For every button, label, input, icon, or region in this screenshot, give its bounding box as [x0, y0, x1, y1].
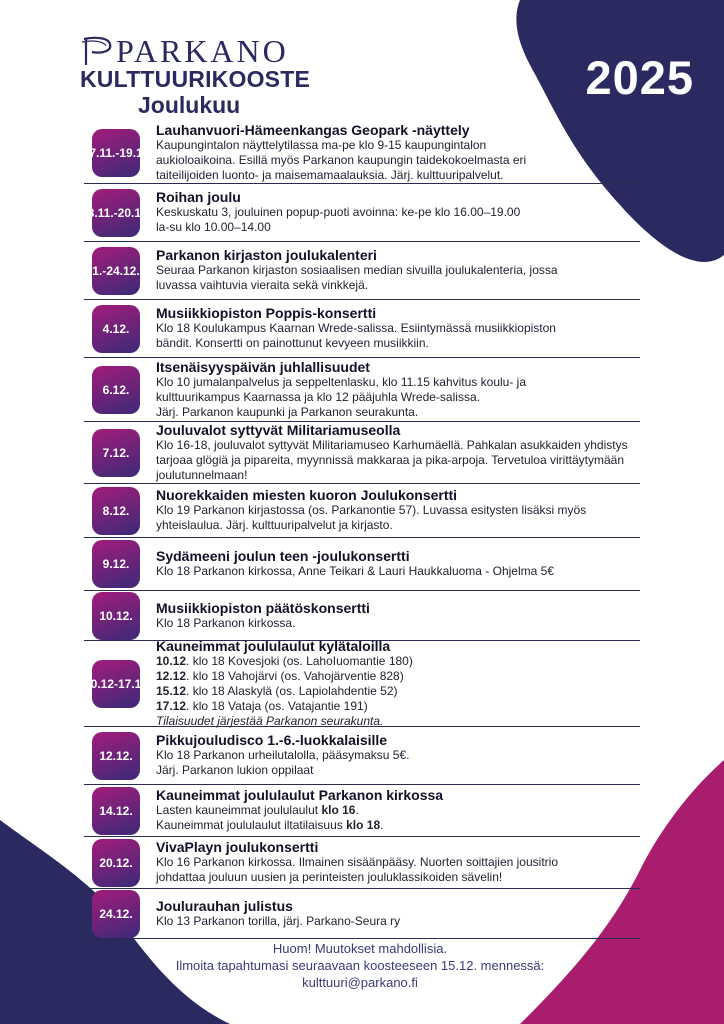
- footer-instruction: Ilmoita tapahtumasi seuraavaan koosteeseen 15.12. mennessä:: [175, 958, 545, 973]
- footer-note: Huom! Muutokset mahdollisia.: [272, 941, 448, 956]
- event-row: [84, 889, 640, 939]
- event-row: [83, 637, 640, 728]
- event-row: [84, 484, 640, 538]
- event-date-part: 19.12: [119, 145, 150, 160]
- year: 2025: [585, 51, 694, 104]
- event-title: Pikkujouludisco 1.-6.-luokkalaisille: [156, 732, 388, 748]
- event-description-line: Klo 18 Parkanon kirkossa.: [156, 615, 296, 630]
- event-date-badge: [92, 366, 140, 414]
- footer: [150, 940, 570, 991]
- event-date-part: 7.12.: [102, 445, 130, 460]
- event-date-badge: [92, 787, 140, 835]
- event-date-badge: [92, 487, 140, 535]
- event-title: Musiikkiopiston päätöskonsertti: [156, 599, 370, 616]
- event-description-line: Seuraa Parkanon kirjaston sosiaalisen median sivuilla joulukalenteria, jossa: [156, 263, 558, 277]
- event-body: [156, 245, 640, 296]
- event-description-line: aukioloaikoina. Esillä myös Parkanon kaupungin taidekokoelmasta eri: [156, 152, 527, 167]
- event-description-line: Klo 16 Parkanon kirkossa. Ilmainen sisäänpääsy. Nuorten soittajien jousitrio: [156, 855, 558, 869]
- event-description-line: bändit. Konsertti on painottunut kevyeen musiikkiin.: [156, 336, 429, 350]
- event-title: Kauneimmat joululaulut kylätaloilla: [156, 637, 391, 654]
- event-body: [156, 785, 640, 836]
- event-title: Jouluvalot syttyvät Militariamuseolla: [156, 421, 401, 438]
- event-date-part: 6.12.: [102, 382, 130, 397]
- event-note: Tilaisuudet järjestää Parkanon seurakunta.: [156, 713, 384, 728]
- event-title: Roihan joulu: [156, 189, 241, 205]
- event-description-line: yhteislaulua. Järj. kulttuuripalvelut ja kirjasto.: [156, 518, 393, 532]
- event-body: [156, 485, 640, 536]
- event-description-line: Lasten kauneimmat joululaulut klo 16.: [156, 803, 359, 817]
- event-date-part: 24.12.: [106, 263, 140, 278]
- event-body: [156, 187, 640, 238]
- event-body: [156, 420, 640, 486]
- event-description-line: Klo 10 jumalanpalvelus ja seppeltenlasku, klo 11.15 kahvitus koulu- ja: [156, 374, 527, 389]
- event-row: [84, 727, 640, 785]
- event-row: [84, 538, 640, 591]
- event-date-part: 28.11.-: [80, 205, 118, 220]
- event-title: Lauhanvuori-Hämeenkangas Geopark -näyttely: [156, 121, 470, 138]
- event-title: Sydämeeni joulun teen -joulukonsertti: [156, 548, 410, 564]
- event-body: [156, 303, 640, 354]
- event-description-line: Klo 13 Parkanon torilla, järj. Parkano-Seura ry: [156, 913, 401, 928]
- event-date-part: 20.12.: [99, 855, 133, 870]
- event-date-badge: [92, 540, 140, 588]
- event-description-line: Järj. Parkanon kaupunki ja Parkanon seurakunta.: [156, 404, 419, 419]
- event-row: [84, 837, 640, 889]
- event-date-part: 9.12.: [102, 557, 130, 571]
- event-body: [156, 598, 640, 634]
- event-row: [84, 785, 640, 837]
- event-title: Parkanon kirjaston joulukalenteri: [156, 247, 377, 263]
- event-title: Musiikkiopiston Poppis-konsertti: [156, 305, 377, 321]
- event-date-part: 17.12: [118, 676, 149, 691]
- event-description-line: 17.12. klo 18 Vataja (os. Vatajantie 191): [156, 698, 368, 713]
- event-body: [156, 546, 640, 582]
- event-body: [156, 357, 640, 423]
- header: [80, 34, 330, 118]
- event-description-line: 12.12. klo 18 Vahojärvi (os. Vahojärventie 828): [156, 668, 404, 683]
- event-date-badge: [83, 660, 149, 708]
- event-body: [156, 636, 640, 732]
- event-description-line: Klo 16-18, jouluvalot syttyvät Militariamuseo Karhumäellä. Pahkalan asukkaiden yhdistys: [156, 437, 628, 452]
- event-description-line: kulttuurikampus Kaarnassa ja klo 12 pääjuhla Wrede-salissa.: [156, 389, 480, 404]
- event-body: [156, 896, 640, 932]
- event-date-part: 12.12.: [99, 748, 133, 763]
- event-date-part: 10.12.: [99, 608, 133, 623]
- event-row: [84, 300, 640, 358]
- event-row: [84, 591, 640, 641]
- event-body: [156, 837, 640, 888]
- event-description-line: taiteilijoiden luonto- ja maisemamaalauksia. Järj. kulttuuripalvelut.: [156, 167, 504, 182]
- parkano-logo-icon: [80, 36, 114, 66]
- event-description-line: Klo 18 Koulukampus Kaarnan Wrede-salissa. Esiintymässä musiikkiopiston: [156, 321, 556, 335]
- event-description-line: Keskuskatu 3, jouluinen popup-puoti avoinna: ke-pe klo 16.00–19.00: [156, 205, 521, 219]
- event-description-line: Kaupungintalon näyttelytilassa ma-pe klo 9-15 kaupungintalon: [156, 137, 487, 152]
- event-body: [156, 730, 640, 781]
- event-list: [80, 121, 640, 939]
- event-description-line: johdattaa jouluun uusien ja perinteisten jouluklassikoiden sävelin!: [156, 870, 503, 884]
- event-row: [84, 122, 640, 184]
- event-date-badge: [92, 890, 140, 938]
- footer-email: kulttuuri@parkano.fi: [302, 975, 418, 990]
- event-date-badge: [82, 129, 150, 177]
- event-description-line: Kauneimmat joululaulut iltatilaisuus klo 18.: [156, 818, 384, 832]
- event-description-line: tarjoaa glögiä ja pipareita, myynnissä makkaraa ja pika-arpoja. Tervetuloa virittäytymään: [156, 452, 625, 467]
- event-date-part: 8.12.: [102, 503, 130, 518]
- event-description-line: Järj. Parkanon lukion oppilaat: [156, 763, 314, 777]
- event-row: [84, 242, 640, 300]
- event-title: Nuorekkaiden miesten kuoron Joulukonsertti: [156, 487, 458, 503]
- event-date-badge: [92, 429, 140, 477]
- event-date-part: 4.12.: [102, 321, 130, 336]
- logo-text: PARKANO: [116, 33, 289, 69]
- subtitle: KULTTUURIKOOSTE: [80, 66, 311, 92]
- event-date-part: 20.12.: [117, 205, 152, 220]
- event-title: VivaPlayn joulukonsertti: [156, 839, 319, 855]
- event-description-line: la-su klo 10.00–14.00: [156, 220, 271, 234]
- event-description-line: 15.12. klo 18 Alaskylä (os. Lapiolahdentie 52): [156, 683, 398, 698]
- event-date-badge: [92, 732, 140, 780]
- event-description-line: luvassa vaihtuvia vieraita sekä vinkkejä.: [156, 278, 369, 292]
- event-date-badge: [92, 305, 140, 353]
- month-title: Joulukuu: [138, 92, 241, 118]
- event-description-line: Klo 18 Parkanon kirkossa, Anne Teikari & Lauri Haukkaluoma - Ohjelma 5€: [156, 564, 554, 578]
- event-date-badge: [92, 839, 140, 887]
- event-row: [80, 184, 640, 242]
- event-date-badge: [92, 247, 140, 295]
- event-title: Joulurauhan julistus: [156, 897, 293, 914]
- event-date-part: 24.12.: [99, 906, 133, 921]
- event-row: [84, 358, 640, 422]
- event-date-part: 14.12.: [99, 803, 133, 818]
- event-date-part: 1.-: [92, 263, 107, 278]
- event-body: [156, 120, 640, 186]
- event-row: [84, 422, 640, 484]
- event-date-part: 17.11.-: [82, 145, 120, 160]
- event-description-line: 10.12. klo 18 Kovesjoki (os. LahoIuomantie 180): [156, 653, 413, 668]
- event-date-badge: [80, 189, 152, 237]
- event-description-line: Klo 18 Parkanon urheilutalolla, pääsymaksu 5€.: [156, 748, 410, 762]
- event-description-line: Klo 19 Parkanon kirjastossa (os. Parkanontie 57). Luvassa esitysten lisäksi myös: [156, 503, 587, 517]
- event-description-line: joulutunnelmaan!: [156, 467, 248, 482]
- event-title: Kauneimmat joululaulut Parkanon kirkossa: [156, 787, 444, 803]
- event-date-part: 10.12-: [83, 676, 118, 691]
- event-title: Itsenäisyyspäivän juhlallisuudet: [156, 358, 370, 375]
- event-date-badge: [92, 592, 140, 640]
- logo: [80, 33, 330, 69]
